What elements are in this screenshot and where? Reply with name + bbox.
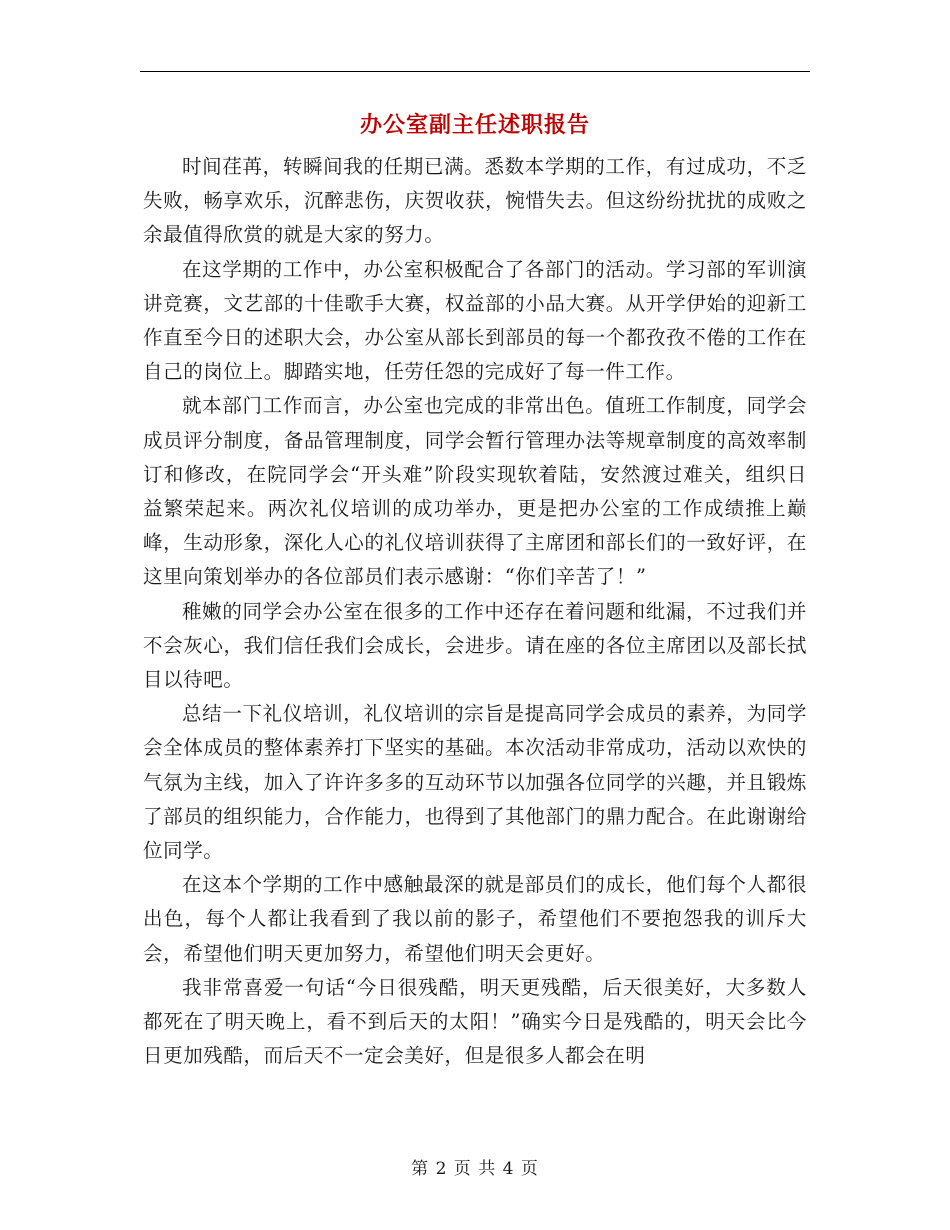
paragraph: 在这本个学期的工作中感触最深的就是部员们的成长，他们每个人都很出色，每个人都让我看到了我以前的影子，希望他们不要抱怨我的训斥大会，希望他们明天更加努力，希望他们明天会更好。 [143,873,807,965]
paragraph: 稚嫩的同学会办公室在很多的工作中还存在着问题和纰漏，不过我们并不会灰心，我们信任我们会成长，会进步。请在座的各位主席团以及部长拭目以待吧。 [143,599,807,692]
paragraph: 总结一下礼仪培训，礼仪培训的宗旨是提高同学会成员的素养，为同学会全体成员的整体素养打下坚实的基础。本次活动非常成功，活动以欢快的气氛为主线，加入了许许多多的互动环节以加强各位同学的兴趣，并且锻炼了部员的组织能力，合作能力，也得到了其他部门的鼎力配合。在此谢谢给位同学。 [143,702,807,863]
paragraph: 时间荏苒，转瞬间我的任期已满。悉数本学期的工作，有过成功，不乏失败，畅享欢乐，沉醉悲伤，庆贺收获，惋惜失去。但这纷纷扰扰的成败之余最值得欣赏的就是大家的努力。 [143,155,807,247]
paragraph: 我非常喜爱一句话“今日很残酷，明天更残酷，后天很美好，大多数人都死在了明天晚上，看不到后天的太阳！”确实今日是残酷的，明天会比今日更加残酷，而后天不一定会美好，但是很多人都会在明 [143,975,807,1068]
document-body [143,150,807,1073]
document-title: 办公室副主任述职报告 [359,112,590,138]
header-rule [140,71,810,72]
paragraph: 在这学期的工作中，办公室积极配合了各部门的活动。学习部的军训演讲竞赛，文艺部的十佳歌手大赛，权益部的小品大赛。从开学伊始的迎新工作直至今日的述职大会，办公室从部长到部员的每一个都孜孜不倦的工作在自己的岗位上。脚踏实地，任劳任怨的完成好了每一件工作。 [143,257,807,384]
paragraph: 就本部门工作而言，办公室也完成的非常出色。值班工作制度，同学会成员评分制度，备品管理制度，同学会暂行管理办法等规章制度的高效率制订和修改，在院同学会“开头难”阶段实现软着陆，安然渡过难关，组织日益繁荣起来。两次礼仪培训的成功举办，更是把办公室的工作成绩推上巅峰，生动形象，深化人心的礼仪培训获得了主席团和部长们的一致好评，在这里向策划举办的各位部员们表示感谢：“你们辛苦了！” [143,394,807,589]
page-number-footer: 第 2 页 共 4 页 [411,1159,539,1179]
